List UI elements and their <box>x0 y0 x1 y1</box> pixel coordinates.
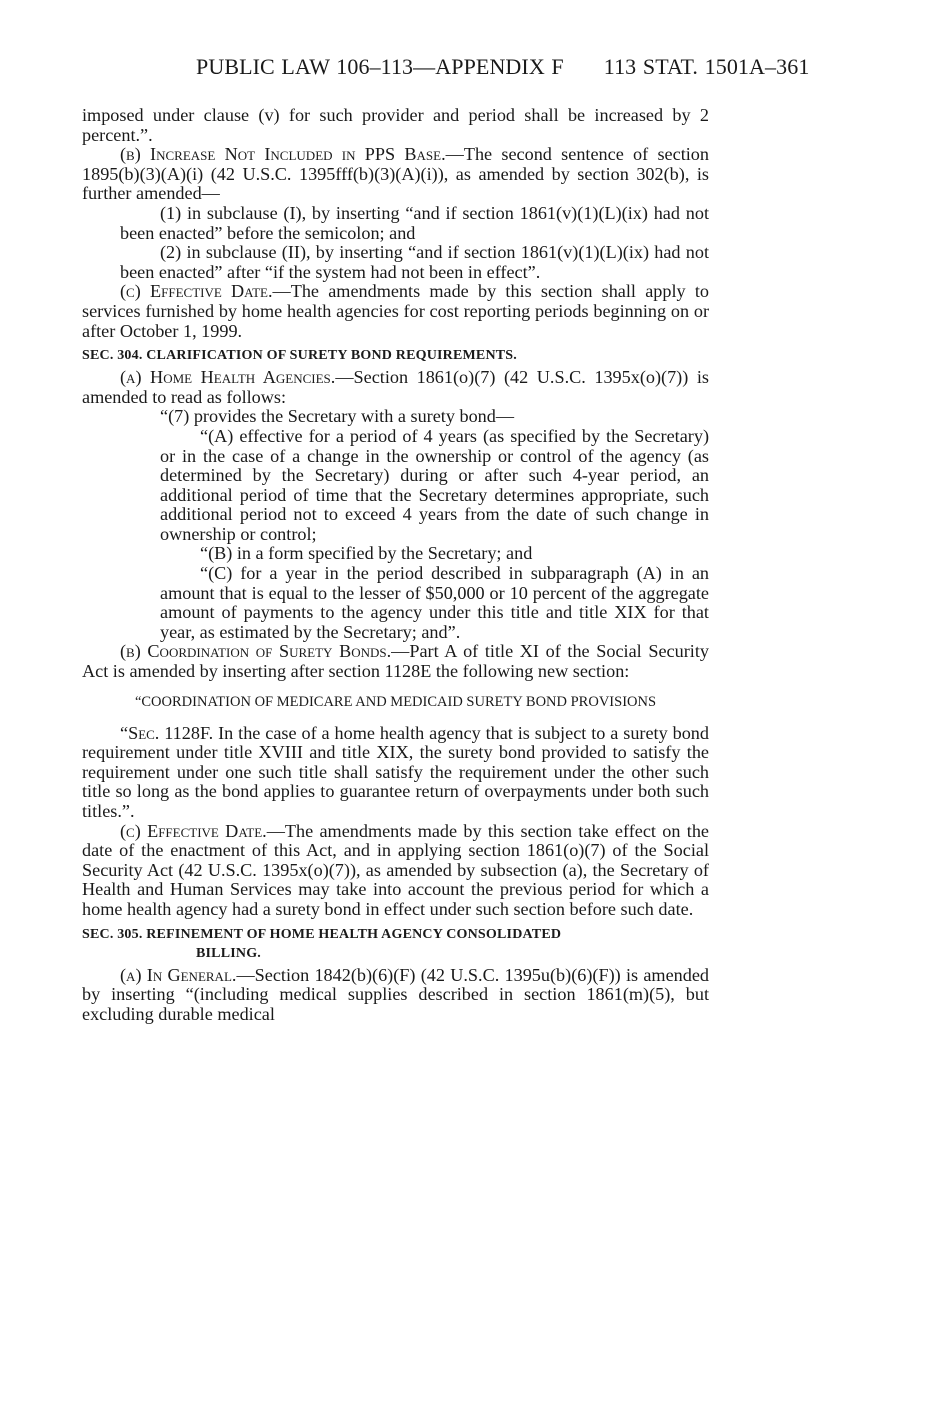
subsection-a-in-general: (a) In General.—Section 1842(b)(6)(F) (42 U.S.C. 1395u(b)(6)(F)) is amended by inserting “(including medical supplies described in section 1861(m)(5), but excluding durable medical <box>82 964 709 1024</box>
document-body <box>82 106 709 1024</box>
subsection-c-effective-date-2: (c) Effective Date.—The amendments made by this section take effect on the date of the enactment of this Act, and in applying section 1861(o)(7) of the Social Security Act (42 U.S.C. 1395x(o)(7)), as amended by subsection (a), the Secretary of Health and Human Services may take into account the previous period for which a home health agency had a surety bond in effect under such section before such date. <box>82 820 709 919</box>
section-304-heading: SEC. 304. CLARIFICATION OF SURETY BOND REQUIREMENTS. <box>82 348 517 364</box>
subsection-b-increase-not-included: (b) Increase Not Included in PPS Base.—The second sentence of section 1895(b)(3)(A)(i) (42 U.S.C. 1395fff(b)(3)(A)(i)), as amended by section 302(b), is further amended— <box>82 144 709 204</box>
section-1128f-text: “Sec. 1128F. In the case of a home health agency that is subject to a surety bond requirement under title XVIII and title XIX, the surety bond provided to satisfy the requirement under one such title shall satisfy the requirement under the other such title so long as the bond applies to guarantee return of overpayments under both such titles.”. <box>82 722 709 821</box>
quoted-paragraph-7: “(7) provides the Secretary with a surety bond— <box>160 406 515 427</box>
quoted-subparagraph-b: “(B) in a form specified by the Secretary; and <box>200 543 533 564</box>
quoted-subparagraph-a: “(A) effective for a period of 4 years (as specified by the Secretary) or in the case of a change in the ownership or control of the agency (as determined by the Secretary) during or after such 4-year period, an additional period of time that the Secretary determines appropriate, such additional period not to exceed 4 years from the date of such change in ownership or control; <box>160 425 709 544</box>
subsection-c-effective-date: (c) Effective Date.—The amendments made by this section shall apply to services furnished by home health agencies for cost reporting periods beginning on or after October 1, 1999. <box>82 281 709 341</box>
coordination-heading: “COORDINATION OF MEDICARE AND MEDICAID SURETY BOND PROVISIONS <box>134 693 657 710</box>
header-stat-citation: 113 STAT. 1501A–361 <box>603 54 810 79</box>
quoted-subparagraph-c: “(C) for a year in the period described in subparagraph (A) in an amount that is equal to the lesser of $50,000 or 10 percent of the aggregate amount of payments to the agency under this title and title XIX for that year, as estimated by the Secretary; and”. <box>160 563 709 642</box>
paragraph-continuation: imposed under clause (v) for such provider and period shall be increased by 2 percent.”. <box>82 105 709 145</box>
section-305-heading: SEC. 305. REFINEMENT OF HOME HEALTH AGENCY CONSOLIDATED BILLING. <box>82 926 562 961</box>
clause-1: (1) in subclause (I), by inserting “and if section 1861(v)(1)(L)(ix) had not been enacted” before the semicolon; and <box>120 202 709 243</box>
subsection-b-coordination: (b) Coordination of Surety Bonds.—Part A of title XI of the Social Security Act is amended by inserting after section 1128E the following new section: <box>82 641 709 682</box>
page-header <box>196 54 856 80</box>
subsection-a-home-health-agencies: (a) Home Health Agencies.—Section 1861(o)(7) (42 U.S.C. 1395x(o)(7)) is amended to read as follows: <box>82 367 709 407</box>
clause-2: (2) in subclause (II), by inserting “and if section 1861(v)(1)(L)(ix) had not been enacted” after “if the system had not been in effect”. <box>120 242 709 282</box>
header-law-title: PUBLIC LAW 106–113—APPENDIX F <box>196 54 564 79</box>
